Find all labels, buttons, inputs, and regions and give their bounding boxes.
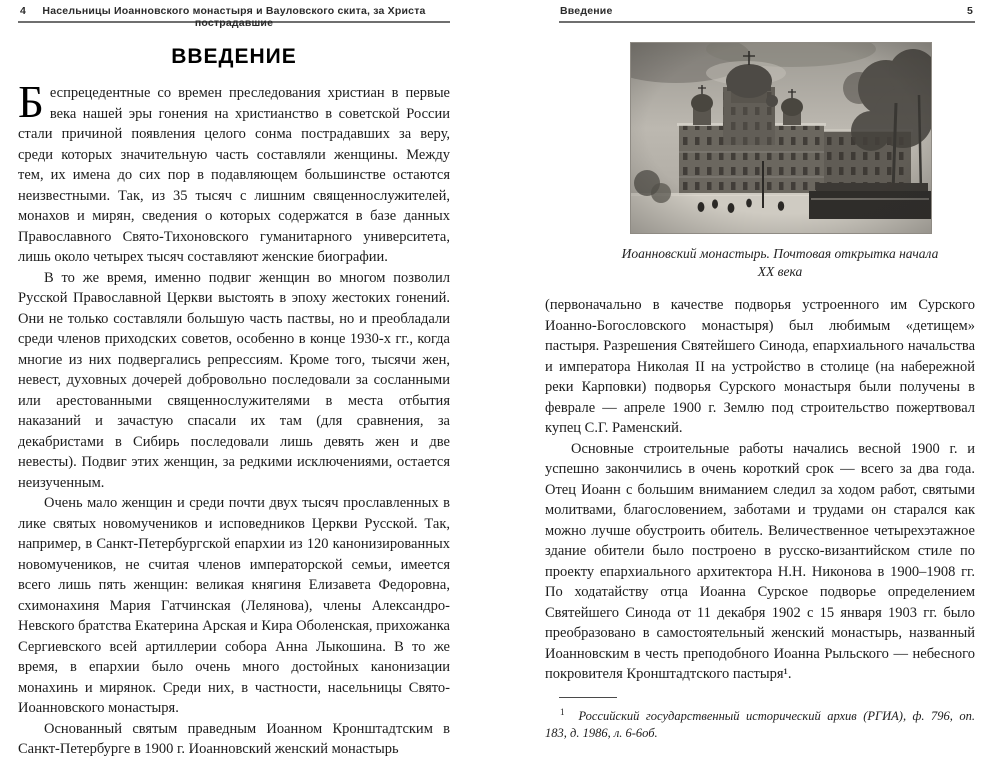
right-running-head <box>545 0 975 18</box>
paragraph: Основанный святым праведным Иоанном Кронштадтским в Санкт-Петербурге в 1900 г. Иоанновский женский монастырь <box>18 720 450 758</box>
paragraph: Очень мало женщин и среди почти двух тысяч прославленных в лике святых новомучеников и исповедников Церкви Русской. Так, например, в Санкт-Петербургской епархии из 120 канонизированных новомучеников, не считая членов императорской семьи, имеется всего лишь пять женщин: великая княгиня Елизавета Федоровна, схимонахиня Мария Гатчинская (Лелянова), члены Александро-Невского братства Екатерина Арская и Кира Оболенская, прихожанка Сергиевского всей артиллерии собора Анна Лыкошина. В то же время, в епархии было очень много достойных канонизации монахинь и мирянок. Среди них, в частности, насельницы Свято-Иоанновского монастыря. <box>18 495 450 717</box>
paragraph-dropcap <box>18 77 450 268</box>
left-page-number: 4 <box>20 5 27 17</box>
monastery-photo-figure <box>545 42 975 281</box>
right-head-rule <box>559 21 975 23</box>
left-page <box>18 0 450 760</box>
photo-caption: Иоанновский монастырь. Почтовая открытка начала XX века <box>621 246 939 279</box>
right-body-text <box>545 295 975 685</box>
footnote <box>545 697 975 742</box>
footnote-marker: 1 <box>560 707 565 717</box>
right-page-number: 5 <box>966 5 973 17</box>
paragraph: (первоначально в качестве подворья устроенного им Сурского Иоанно-Богословского монастыря) был любимым «детищем» пастыря. Разрешения Святейшего Синода, епархиального начальства и императора Николая II на устройство в столице (на набережной реки Карповки) подворья Сурского монастыря были получены в феврале — апреле 1900 г. Землю под строительство пожертвовал купец С.Г. Раменский. <box>545 297 975 436</box>
footnote-rule <box>559 697 617 698</box>
chapter-title: ВВЕДЕНИЕ <box>171 45 297 68</box>
paragraph: В то же время, именно подвиг женщин во многом позволил Русской Православной Церкви выстоять в эпоху жестоких гонений. Они не только составляли большую часть паствы, но и преобладали среди членов приходских советов, особенно в конце 1930-х гг., когда многие из них подвергались репрессиям. Кроме того, тысячи жен, невест, духовных дочерей добровольно последовали за сосланными или арестованными священнослужителями в места отбытия наказаний и зачастую спасали их там (для сравнения, за декабристами в Сибирь последовали лишь девять жен и две невесты). Подвиг этих женщин, за редкими исключениями, остается неизученным. <box>18 269 450 491</box>
dropcap-letter: Б <box>18 77 44 128</box>
right-running-title: Введение <box>560 5 613 17</box>
left-running-head <box>18 0 450 29</box>
left-running-title: Насельницы Иоанновского монастыря и Вауловского скита, за Христа пострадавшие <box>42 5 426 29</box>
paragraph-text: еспрецедентные со времен преследования христиан в первые века нашей эры гонения на христианство в советской России стали причиной появления целого сонма пострадавших за веру, среди которых значительную часть составляли женщины. Между тем, их имена до сих пор в подавляющем большинстве остаются неизвестными. Так, из 35 тысяч с лишним священнослужителей, монахов и мирян, сведения о которых содержатся в базе данных Православного Свято-Тихоновского гуманитарного университета, лишь около четырех тысяч составляют женские биографии. <box>18 85 450 266</box>
right-page <box>545 0 975 741</box>
monastery-photo <box>630 42 932 234</box>
footnote-text-block <box>545 704 975 742</box>
left-body-text <box>18 77 450 760</box>
footnote-text: Российский государственный исторический архив (РГИА), ф. 796, оп. 183, д. 1986, л. 6-6об. <box>545 709 975 741</box>
paragraph: Основные строительные работы начались весной 1900 г. и успешно закончились в очень короткий срок — всего за два года. Отец Иоанн с большим вниманием следил за ходом работ, святыми молитвами, благословением, заботами и трудами он старался как можно лучше обустроить обитель. Величественное четырехэтажное здание обители было построено в русско-византийском стиле по проекту епархиального архитектора Н.Н. Никонова в 1900–1908 гг. По ходатайству отца Иоанна Сурское подворье определением Святейшего Синода от 11 декабря 1902 с 15 января 1903 гг. было преобразовано в самостоятельный женский монастырь, названный Иоанновским в честь преподобного Иоанна Рыльского — небесного покровителя Кронштадтского пастыря¹. <box>545 440 975 682</box>
